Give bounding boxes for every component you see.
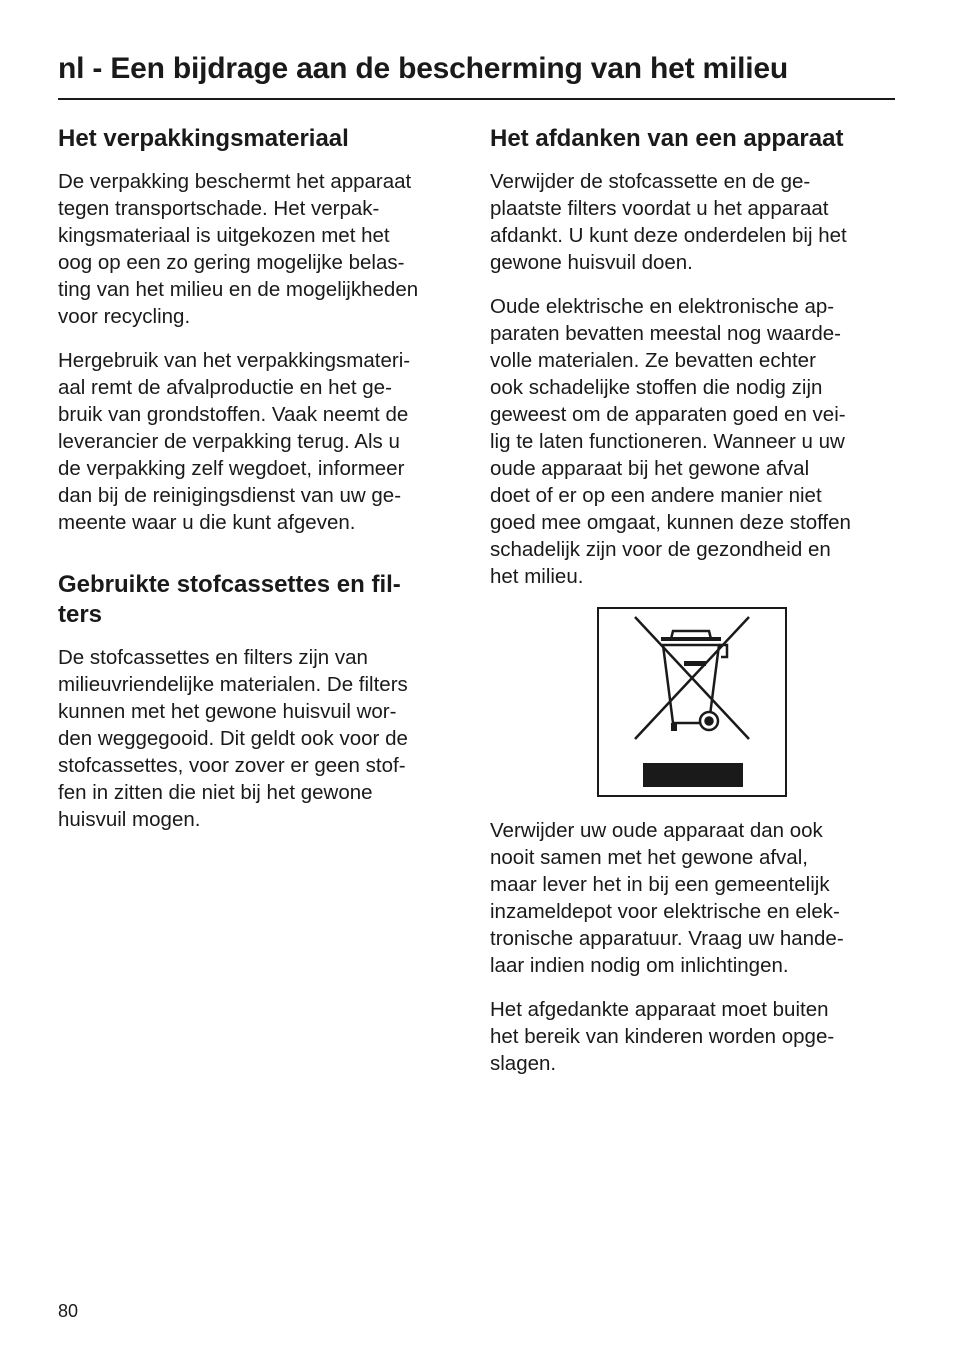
right-column [490,124,900,1094]
paragraph: Het afgedankte apparaat moet buiten het bereik van kinderen worden opge- slagen. [490,998,835,1075]
section-heading-disposal: Het afdanken van een apparaat [490,125,844,152]
page-number: 80 [58,1301,79,1321]
section-heading-packaging: Het verpakkingsmateriaal [58,125,349,152]
left-column [58,124,468,850]
paragraph: Oude elektrische en elektronische ap- paraten bevatten meestal nog waarde- volle materialen. Ze bevatten echter ook schadelijke stoffen die nodig zijn geweest om de apparaten goed en vei- lig te laten functioneren. Wanneer u uw oude apparaat bij het gewone afval doet of er op een andere manier niet goed mee omgaat, kunnen deze stoffen schadelijk zijn voor de gezondheid en het milieu. [490,295,851,588]
section-heading-dust-cassettes: Gebruikte stofcassettes en fil- ters [58,571,401,628]
paragraph: Verwijder uw oude apparaat dan ook nooit samen met het gewone afval, maar lever het in bij een gemeentelijk inzameldepot voor elektrische en elek- tronische apparatuur. Vraag uw hande- laar indien nodig om inlichtingen. [490,819,844,977]
paragraph: Hergebruik van het verpakkingsmateri- aal remt de afvalproductie en het ge- bruik van grondstoffen. Vaak neemt de leverancier de verpakking terug. Als u de verpakking zelf wegdoet, informeer dan bij de reinigingsdienst van uw ge- meente waar u die kunt afgeven. [58,349,411,534]
paragraph: De verpakking beschermt het apparaat tegen transportschade. Het verpak- kingsmateriaal is uitgekozen met het oog op een zo gering mogelijke belas- ting van het milieu en de mogelijkheden voor recycling. [58,170,419,328]
paragraph: Verwijder de stofcassette en de ge- plaatste filters voordat u het apparaat afdankt. U kunt deze onderdelen bij het gewone huisvuil doen. [490,170,847,274]
paragraph: De stofcassettes en filters zijn van milieuvriendelijke materialen. De filters kunnen met het gewone huisvuil wor- den weggegooid. Dit geldt ook voor de stofcassettes, voor zover er geen stof- fen in zitten die niet bij het gewone huisvuil mogen. [58,646,408,831]
weee-symbol-frame [597,607,787,797]
page-title: nl - Een bijdrage aan de bescherming van het milieu [58,52,788,85]
crossed-out-wheelie-bin-icon [599,609,785,795]
title-divider [58,98,895,100]
